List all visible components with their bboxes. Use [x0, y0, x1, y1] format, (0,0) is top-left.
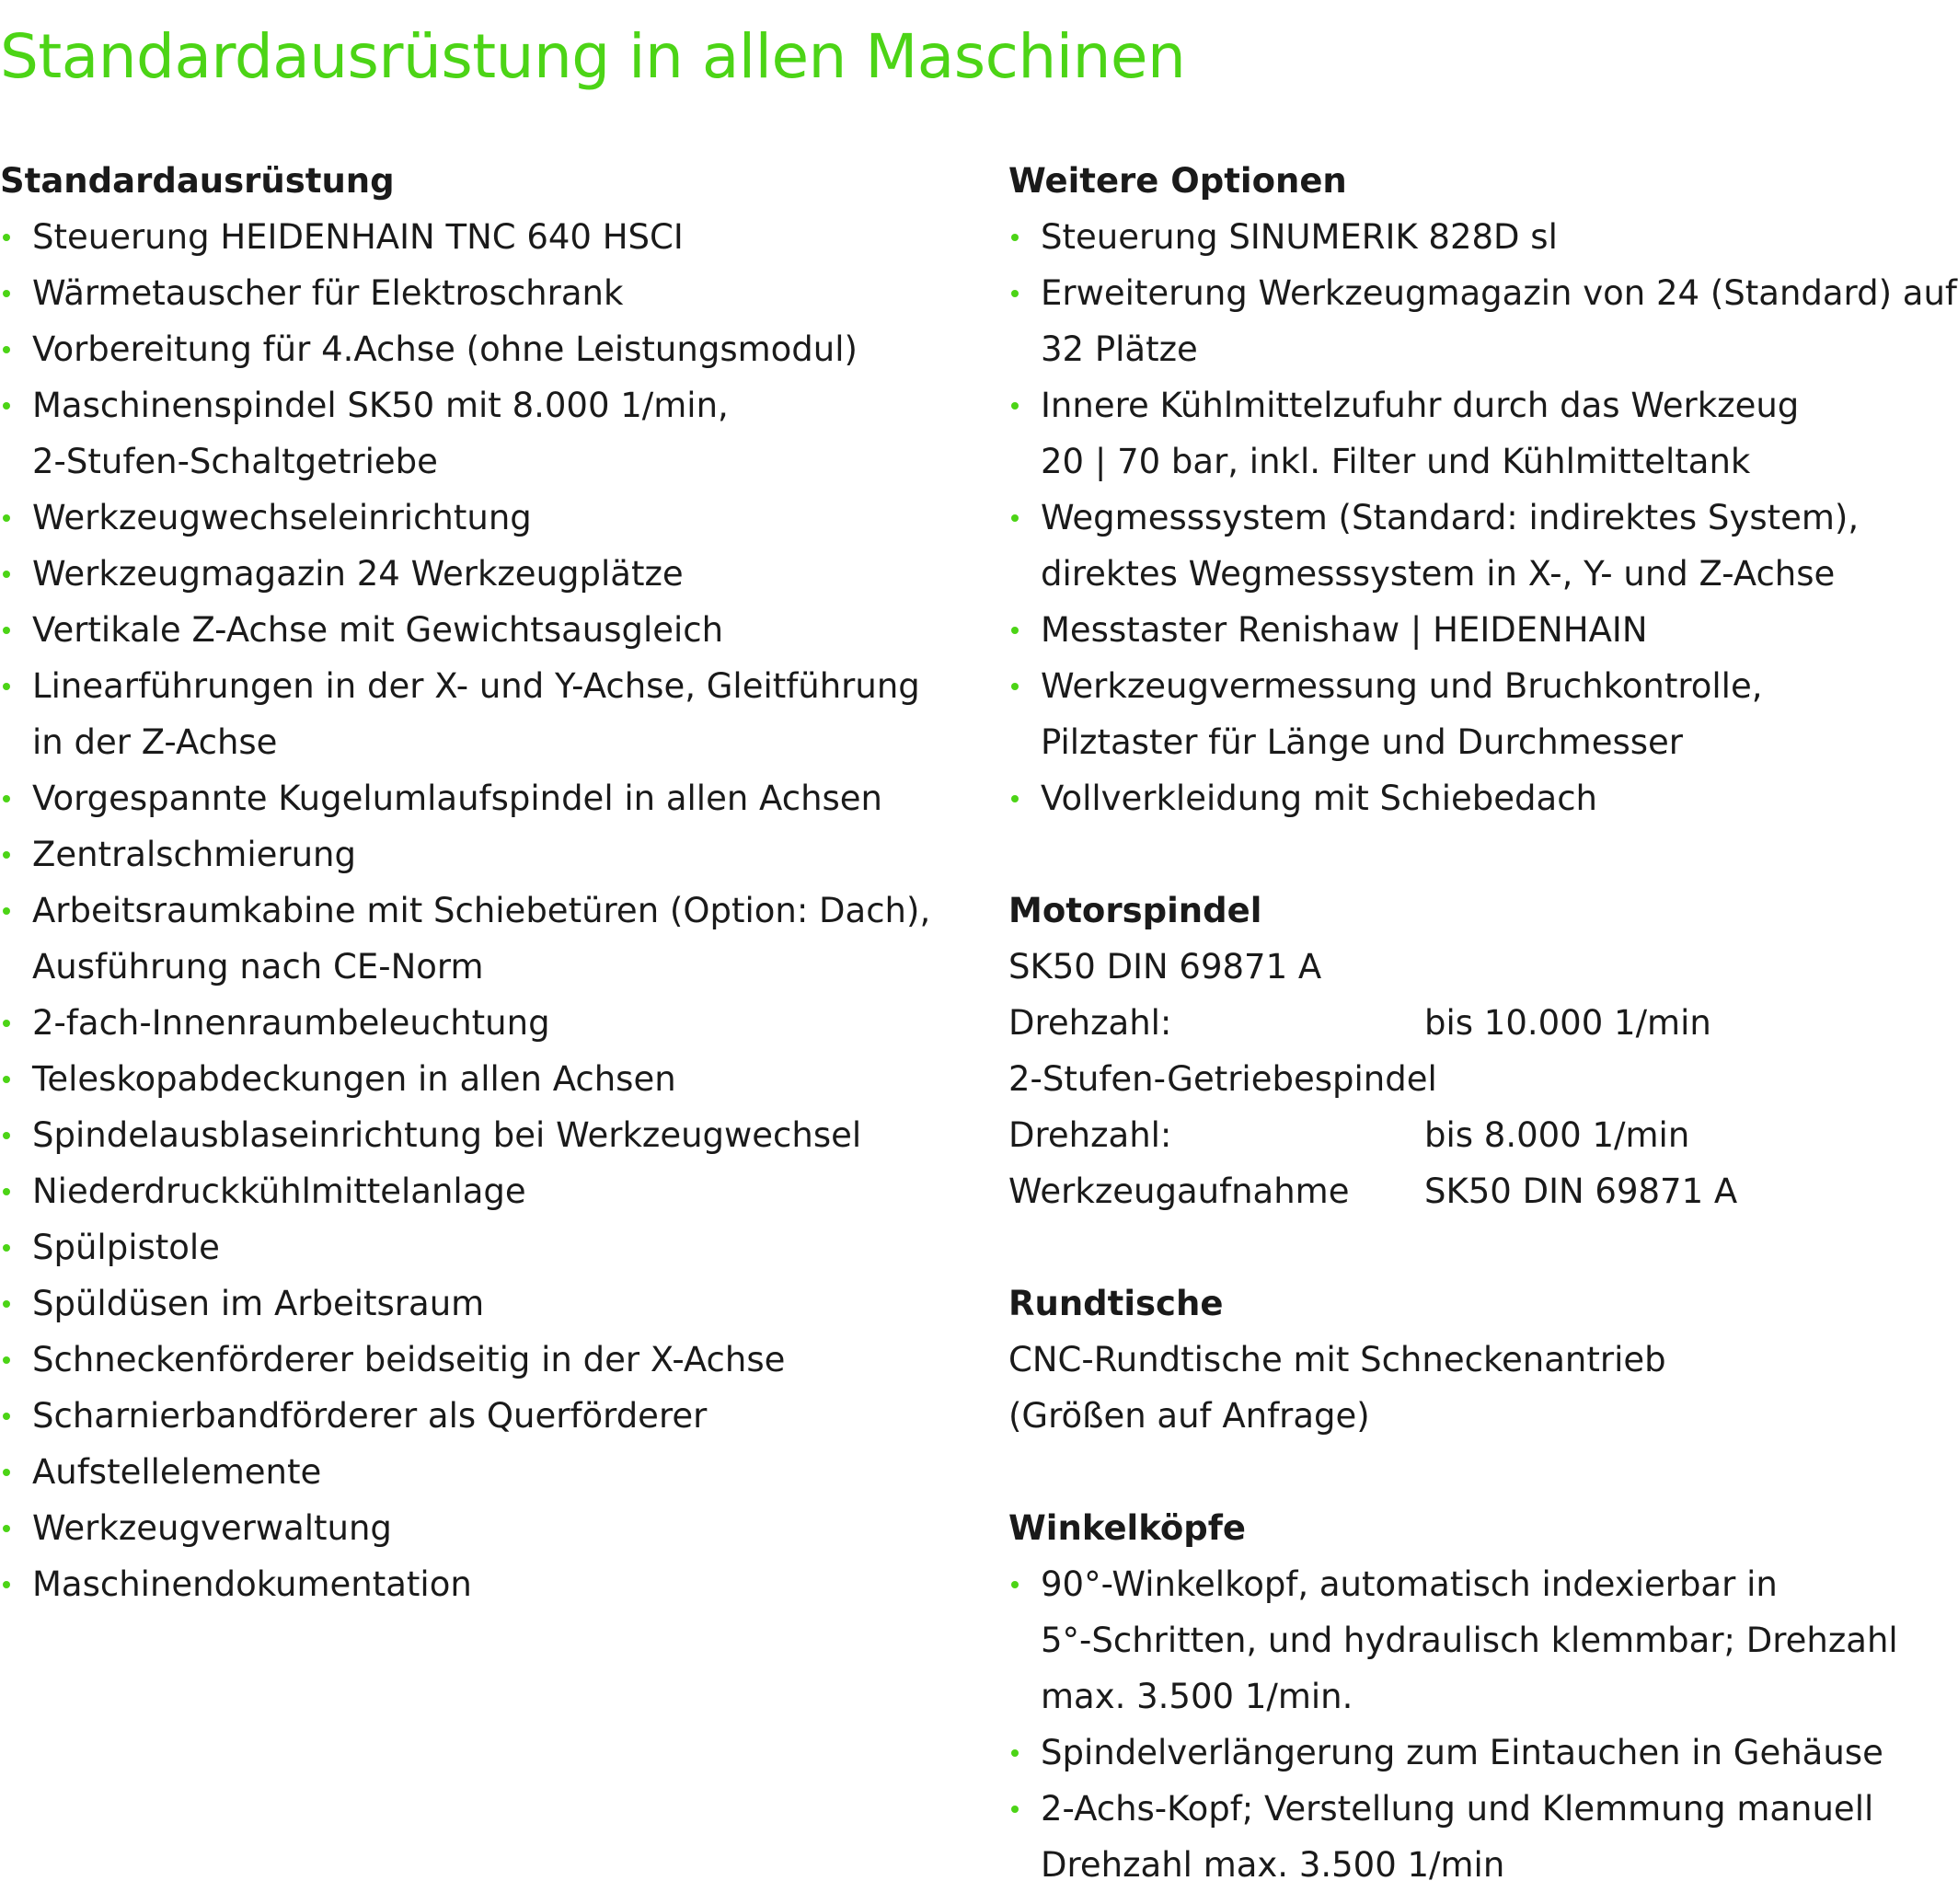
winkelkopf-item-text: 5°-Schritten, und hydraulisch klemmbar; Drehzahl — [1041, 1621, 1898, 1660]
standard-equipment-item-text: Aufstellelemente — [32, 1452, 322, 1492]
standard-equipment-heading: Standardausrüstung — [0, 161, 395, 201]
bullet-icon — [3, 907, 10, 915]
standard-equipment-item-text: Werkzeugwechseleinrichtung — [32, 498, 532, 537]
bullet-icon — [3, 1188, 10, 1195]
standard-equipment-item — [0, 1444, 975, 1500]
spec-label: Werkzeugaufnahme — [1008, 1171, 1350, 1211]
bullet-icon — [3, 851, 10, 859]
standard-equipment-item-text: in der Z-Achse — [32, 722, 278, 762]
standard-equipment-item — [0, 546, 975, 602]
bullet-icon — [3, 1076, 10, 1083]
standard-equipment-item — [0, 1275, 975, 1332]
bullet-icon — [3, 1132, 10, 1139]
standard-equipment-item-text: Maschinendokumentation — [32, 1564, 472, 1604]
option-item — [1008, 265, 1956, 377]
winkelkopf-item — [1008, 1556, 1956, 1725]
standard-equipment-item — [0, 1500, 975, 1556]
bullet-icon — [3, 1413, 10, 1420]
bullet-icon — [1011, 514, 1019, 522]
bullet-icon — [3, 1469, 10, 1476]
bullet-icon — [3, 795, 10, 802]
bullet-icon — [3, 514, 10, 522]
standard-equipment-item-text: 2-Stufen-Schaltgetriebe — [32, 442, 438, 481]
bullet-icon — [1011, 627, 1019, 634]
standard-equipment-item-text: Werkzeugmagazin 24 Werkzeugplätze — [32, 554, 684, 594]
standard-equipment-item — [0, 1051, 975, 1107]
standard-equipment-item — [0, 209, 975, 265]
standard-equipment-item — [0, 770, 975, 826]
standard-equipment-item-text: Scharnierbandförderer als Querförderer — [32, 1396, 708, 1436]
spec-value: SK50 DIN 69871 A — [1424, 1171, 1738, 1211]
winkelkopf-item-text: Spindelverlängerung zum Eintauchen in Gehäuse — [1041, 1733, 1883, 1772]
standard-equipment-item-text: Maschinenspindel SK50 mit 8.000 1/min, — [32, 386, 729, 425]
option-item-text: direktes Wegmesssystem in X-, Y- und Z-Achse — [1041, 554, 1836, 594]
tool-holder-row — [1008, 1163, 1956, 1219]
bullet-icon — [3, 402, 10, 410]
motorspindel-interface: SK50 DIN 69871 A — [1008, 947, 1322, 987]
standard-equipment-item-text: Steuerung HEIDENHAIN TNC 640 HSCI — [32, 217, 684, 257]
option-item — [1008, 658, 1956, 770]
option-item-text: 32 Plätze — [1041, 329, 1198, 369]
bullet-icon — [1011, 795, 1019, 802]
winkelkopf-item-text: Drehzahl max. 3.500 1/min — [1041, 1845, 1505, 1885]
standard-equipment-item — [0, 1163, 975, 1219]
standard-equipment-item — [0, 995, 975, 1051]
option-item — [1008, 209, 1956, 265]
spec-value: bis 8.000 1/min — [1424, 1115, 1690, 1155]
bullet-icon — [3, 1300, 10, 1308]
option-item-text: Steuerung SINUMERIK 828D sl — [1041, 217, 1558, 257]
gear-spindle-label: 2-Stufen-Getriebespindel — [1008, 1059, 1437, 1099]
option-item — [1008, 770, 1956, 826]
standard-equipment-item-text: Niederdruckkühlmittelanlage — [32, 1171, 526, 1211]
standard-equipment-column — [0, 153, 975, 1612]
rundtische-description: CNC-Rundtische mit Schneckenantrieb — [1008, 1340, 1666, 1379]
standard-equipment-item-text: Vorbereitung für 4.Achse (ohne Leistungsmodul) — [32, 329, 858, 369]
option-item-text: Innere Kühlmittelzufuhr durch das Werkzeug — [1041, 386, 1800, 425]
option-item-text: Werkzeugvermessung und Bruchkontrolle, — [1041, 666, 1763, 706]
winkelkoepfe-heading: Winkelköpfe — [1008, 1508, 1246, 1548]
motorspindel-speed-row — [1008, 995, 1956, 1051]
standard-equipment-item — [0, 265, 975, 321]
rundtische-note: (Größen auf Anfrage) — [1008, 1396, 1370, 1436]
bullet-icon — [1011, 1749, 1019, 1757]
standard-equipment-item-text: Teleskopabdeckungen in allen Achsen — [32, 1059, 676, 1099]
option-item-text: Vollverkleidung mit Schiebedach — [1041, 779, 1598, 818]
bullet-icon — [1011, 683, 1019, 690]
bullet-icon — [3, 1525, 10, 1532]
standard-equipment-item-text: Schneckenförderer beidseitig in der X-Achse — [32, 1340, 786, 1379]
standard-equipment-item-text: Spindelausblaseinrichtung bei Werkzeugwechsel — [32, 1115, 862, 1155]
standard-equipment-item — [0, 1107, 975, 1163]
bullet-icon — [3, 1244, 10, 1252]
standard-equipment-item-text: Spüldüsen im Arbeitsraum — [32, 1284, 485, 1323]
standard-equipment-item-text: Vorgespannte Kugelumlaufspindel in allen Achsen — [32, 779, 883, 818]
bullet-icon — [1011, 1581, 1019, 1588]
options-list — [1008, 209, 1956, 826]
option-item-text: 20 | 70 bar, inkl. Filter und Kühlmitteltank — [1041, 442, 1751, 481]
option-item — [1008, 602, 1956, 658]
section-spacer — [1008, 1219, 1956, 1275]
standard-equipment-item — [0, 1332, 975, 1388]
standard-equipment-item-text: Spülpistole — [32, 1228, 220, 1267]
bullet-icon — [3, 1581, 10, 1588]
spec-value: bis 10.000 1/min — [1424, 1003, 1711, 1043]
standard-equipment-item-text: 2-fach-Innenraumbeleuchtung — [32, 1003, 550, 1043]
bullet-icon — [1011, 1806, 1019, 1813]
rundtische-heading: Rundtische — [1008, 1284, 1224, 1323]
gear-spindle-speed-row — [1008, 1107, 1956, 1163]
standard-equipment-item — [0, 377, 975, 490]
winkelkopf-item — [1008, 1725, 1956, 1781]
option-item-text: Messtaster Renishaw | HEIDENHAIN — [1041, 610, 1648, 650]
standard-equipment-item — [0, 1556, 975, 1612]
standard-equipment-list — [0, 209, 975, 1612]
winkelkopf-item-text: 90°-Winkelkopf, automatisch indexierbar in — [1041, 1564, 1778, 1604]
standard-equipment-item — [0, 883, 975, 995]
bullet-icon — [3, 1020, 10, 1027]
options-heading: Weitere Optionen — [1008, 161, 1347, 201]
standard-equipment-item-text: Arbeitsraumkabine mit Schiebetüren (Option: Dach), — [32, 891, 931, 930]
section-spacer — [1008, 826, 1956, 883]
standard-equipment-item — [0, 321, 975, 377]
option-item — [1008, 377, 1956, 490]
spec-label: Drehzahl: — [1008, 1115, 1172, 1155]
standard-equipment-item — [0, 1219, 975, 1275]
standard-equipment-item-text: Ausführung nach CE-Norm — [32, 947, 484, 987]
standard-equipment-item-text: Vertikale Z-Achse mit Gewichtsausgleich — [32, 610, 724, 650]
option-item-text: Pilztaster für Länge und Durchmesser — [1041, 722, 1683, 762]
winkelkoepfe-list — [1008, 1556, 1956, 1893]
standard-equipment-item-text: Zentralschmierung — [32, 835, 356, 874]
option-item — [1008, 490, 1956, 602]
standard-equipment-item — [0, 1388, 975, 1444]
bullet-icon — [3, 683, 10, 690]
winkelkopf-item-text: max. 3.500 1/min. — [1041, 1677, 1353, 1716]
standard-equipment-item — [0, 602, 975, 658]
winkelkopf-item — [1008, 1781, 1956, 1893]
standard-equipment-item-text: Linearführungen in der X- und Y-Achse, Gleitführung — [32, 666, 920, 706]
bullet-icon — [3, 627, 10, 634]
page-title: Standardausrüstung in allen Maschinen — [0, 21, 1186, 92]
options-column — [1008, 153, 1956, 1893]
bullet-icon — [3, 234, 10, 241]
section-spacer — [1008, 1444, 1956, 1500]
winkelkopf-item-text: 2-Achs-Kopf; Verstellung und Klemmung manuell — [1041, 1789, 1874, 1829]
bullet-icon — [3, 346, 10, 353]
bullet-icon — [1011, 402, 1019, 410]
option-item-text: Erweiterung Werkzeugmagazin von 24 (Standard) auf — [1041, 273, 1957, 313]
standard-equipment-item — [0, 826, 975, 883]
standard-equipment-item-text: Werkzeugverwaltung — [32, 1508, 392, 1548]
motorspindel-heading: Motorspindel — [1008, 891, 1262, 930]
option-item-text: Wegmesssystem (Standard: indirektes System), — [1041, 498, 1860, 537]
spec-label: Drehzahl: — [1008, 1003, 1172, 1043]
bullet-icon — [1011, 234, 1019, 241]
bullet-icon — [3, 571, 10, 578]
bullet-icon — [3, 290, 10, 297]
bullet-icon — [3, 1356, 10, 1364]
standard-equipment-item — [0, 658, 975, 770]
standard-equipment-item-text: Wärmetauscher für Elektroschrank — [32, 273, 624, 313]
standard-equipment-item — [0, 490, 975, 546]
bullet-icon — [1011, 290, 1019, 297]
